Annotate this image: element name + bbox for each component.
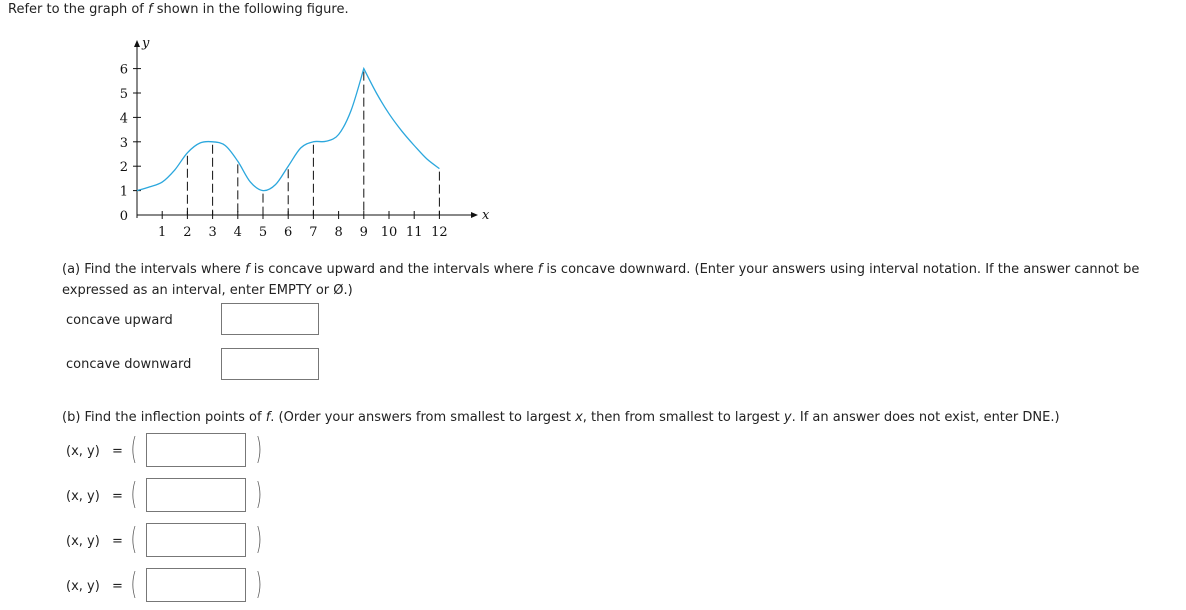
concave-upward-label: concave upward: [66, 313, 173, 328]
y-tick-label: 4: [119, 111, 128, 127]
x-tick-label: 3: [208, 225, 217, 240]
concave-upward-input[interactable]: [221, 303, 319, 335]
question-intro: Refer to the graph of f shown in the following figure.: [8, 2, 349, 17]
close-paren: ): [255, 522, 263, 557]
point-label: (x, y): [66, 444, 100, 459]
point-label: (x, y): [66, 579, 100, 594]
inflection-point-input-1[interactable]: [146, 433, 246, 467]
concave-downward-input[interactable]: [221, 348, 319, 380]
part-b-prompt: (b) Find the inflection points of f. (Order your answers from smallest to largest x, then from smallest to largest y. If an answer does not exist, enter DNE.): [62, 410, 1060, 425]
equals-sign: =: [112, 579, 123, 594]
open-paren: (: [130, 477, 138, 512]
equals-sign: =: [112, 489, 123, 504]
close-paren: ): [255, 477, 263, 512]
close-paren: ): [255, 432, 263, 467]
close-paren: ): [255, 567, 263, 602]
x-tick-label: 12: [431, 225, 448, 240]
y-tick-label: 1: [119, 184, 128, 200]
x-tick-label: 11: [405, 225, 423, 240]
x-tick-label: 2: [183, 225, 192, 240]
open-paren: (: [130, 432, 138, 467]
y-tick-label: 6: [119, 62, 128, 78]
x-tick-label: 10: [380, 225, 398, 240]
x-tick-label: 4: [233, 225, 242, 240]
y-axis-label: y: [142, 36, 150, 51]
x-tick-label: 9: [359, 225, 368, 240]
x-tick-label: 1: [158, 225, 167, 240]
x-tick-label: 8: [334, 225, 343, 240]
function-variable: f: [148, 2, 153, 17]
function-graph: [0, 0, 520, 250]
x-tick-label: 7: [309, 225, 318, 240]
x-tick-label: 5: [258, 225, 268, 240]
equals-sign: =: [112, 534, 123, 549]
open-paren: (: [130, 567, 138, 602]
y-tick-label: 0: [119, 209, 128, 224]
point-label: (x, y): [66, 534, 100, 549]
inflection-point-input-4[interactable]: [146, 568, 246, 602]
part-a-prompt: (a) Find the intervals where f is concave upward and the intervals where f is concave downward. (Enter your answers using interval notation. If the answer cannot be expressed as an interval, enter EMPTY or Ø.): [62, 262, 1140, 298]
equals-sign: =: [112, 444, 123, 459]
y-tick-label: 2: [119, 160, 128, 176]
y-tick-label: 3: [119, 135, 128, 151]
open-paren: (: [130, 522, 138, 557]
y-tick-label: 5: [119, 87, 128, 102]
concave-downward-label: concave downward: [66, 357, 192, 372]
inflection-point-input-2[interactable]: [146, 478, 246, 512]
inflection-point-input-3[interactable]: [146, 523, 246, 557]
point-label: (x, y): [66, 489, 100, 504]
x-tick-label: 6: [284, 225, 293, 240]
x-axis-label: x: [482, 208, 490, 223]
